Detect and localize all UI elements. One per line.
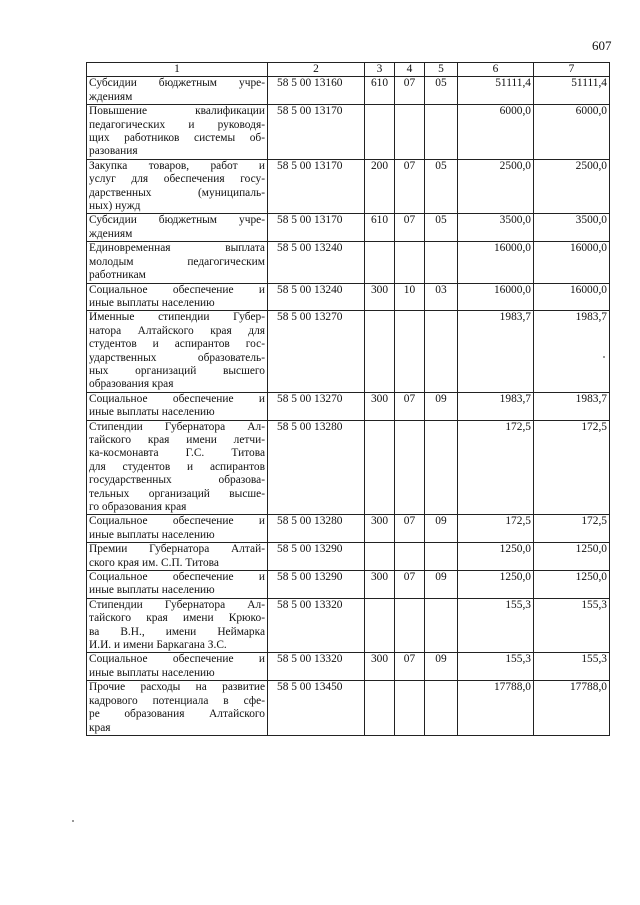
row-col4 [395, 105, 425, 160]
row-col4: 07 [395, 571, 425, 599]
row-code: 58 5 00 13320 [268, 598, 365, 653]
row-description: Субсидии бюджетным учре- ждениям [87, 214, 268, 242]
row-col4 [395, 681, 425, 736]
row-amount-7: 2500,0 [534, 159, 610, 214]
row-amount-7: 1250,0 [534, 571, 610, 599]
row-col5 [425, 543, 458, 571]
row-amount-7: 51111,4 [534, 77, 610, 105]
row-description: Премии Губернатора Алтай- ского края им. С.П. Титова [87, 543, 268, 571]
row-code: 58 5 00 13290 [268, 543, 365, 571]
row-col4 [395, 420, 425, 515]
row-description: Стипендии Губернатора Ал- тайского края имени Крюко- ва В.Н., имени Неймарка И.И. и имени Баркагана З.С. [87, 598, 268, 653]
row-col5: 09 [425, 392, 458, 420]
table-row [87, 598, 610, 653]
table-row [87, 515, 610, 543]
row-col3 [365, 598, 395, 653]
row-col5: 05 [425, 77, 458, 105]
row-col3: 300 [365, 515, 395, 543]
row-col4 [395, 598, 425, 653]
row-col4: 07 [395, 214, 425, 242]
row-amount-7: 155,3 [534, 598, 610, 653]
row-description: Социальное обеспечение и иные выплаты населению [87, 283, 268, 311]
row-amount-6: 51111,4 [458, 77, 534, 105]
row-col5 [425, 311, 458, 392]
table-row [87, 543, 610, 571]
table-row [87, 653, 610, 681]
row-code: 58 5 00 13240 [268, 283, 365, 311]
row-col5: 09 [425, 653, 458, 681]
budget-table [86, 62, 610, 736]
row-amount-7: 16000,0 [534, 283, 610, 311]
row-description: Социальное обеспечение и иные выплаты населению [87, 571, 268, 599]
row-amount-7: 172,5 [534, 515, 610, 543]
row-amount-6: 16000,0 [458, 242, 534, 283]
column-header: 4 [395, 63, 425, 77]
row-amount-6: 1983,7 [458, 392, 534, 420]
row-amount-6: 1983,7 [458, 311, 534, 392]
row-description: Социальное обеспечение и иные выплаты населению [87, 515, 268, 543]
scan-speck [72, 820, 74, 822]
row-col5 [425, 105, 458, 160]
row-col4: 07 [395, 515, 425, 543]
table-row [87, 420, 610, 515]
row-col4 [395, 311, 425, 392]
row-description: Субсидии бюджетным учре- ждениям [87, 77, 268, 105]
row-description: Социальное обеспечение и иные выплаты населению [87, 392, 268, 420]
page-number: 607 [592, 38, 612, 53]
row-col4: 07 [395, 159, 425, 214]
row-amount-6: 3500,0 [458, 214, 534, 242]
row-amount-6: 155,3 [458, 653, 534, 681]
row-code: 58 5 00 13270 [268, 311, 365, 392]
row-col5: 09 [425, 515, 458, 543]
row-col3: 300 [365, 653, 395, 681]
row-col5: 05 [425, 214, 458, 242]
row-amount-7: 172,5 [534, 420, 610, 515]
table-row [87, 242, 610, 283]
row-col3: 610 [365, 214, 395, 242]
row-amount-7: 1983,7 [534, 311, 610, 392]
row-col5 [425, 681, 458, 736]
row-col3 [365, 681, 395, 736]
row-code: 58 5 00 13320 [268, 653, 365, 681]
column-header: 7 [534, 63, 610, 77]
row-col3 [365, 311, 395, 392]
row-code: 58 5 00 13170 [268, 159, 365, 214]
row-col3 [365, 105, 395, 160]
table-row [87, 283, 610, 311]
row-code: 58 5 00 13270 [268, 392, 365, 420]
row-description: Прочие расходы на развитие кадрового потенциала в сфе- ре образования Алтайского края [87, 681, 268, 736]
row-amount-6: 17788,0 [458, 681, 534, 736]
row-code: 58 5 00 13170 [268, 214, 365, 242]
column-header: 1 [87, 63, 268, 77]
row-col4: 07 [395, 392, 425, 420]
row-col4: 10 [395, 283, 425, 311]
column-header: 3 [365, 63, 395, 77]
row-col4 [395, 242, 425, 283]
row-col5: 03 [425, 283, 458, 311]
table-row [87, 77, 610, 105]
row-col3: 300 [365, 283, 395, 311]
row-amount-7: 16000,0 [534, 242, 610, 283]
table-row [87, 159, 610, 214]
row-amount-7: 1983,7 [534, 392, 610, 420]
row-col5 [425, 242, 458, 283]
row-col3: 300 [365, 571, 395, 599]
row-col4: 07 [395, 653, 425, 681]
row-code: 58 5 00 13170 [268, 105, 365, 160]
row-code: 58 5 00 13280 [268, 515, 365, 543]
row-col5: 09 [425, 571, 458, 599]
row-amount-6: 16000,0 [458, 283, 534, 311]
row-col5: 05 [425, 159, 458, 214]
row-description: Стипендии Губернатора Ал- тайского края имени летчи- ка-космонавта Г.С. Титова для студентов и аспирантов государственных образова- тельных организаций высше- го образования края [87, 420, 268, 515]
table-body [87, 63, 610, 736]
row-description: Повышение квалификации педагогических и руководя- щих работников системы об- разования [87, 105, 268, 160]
row-code: 58 5 00 13290 [268, 571, 365, 599]
row-description: Именные стипендии Губер- натора Алтайского края для студентов и аспирантов гос- ударственных образователь- ных организаций высшего образования края [87, 311, 268, 392]
table-row [87, 681, 610, 736]
table-row [87, 571, 610, 599]
row-col5 [425, 420, 458, 515]
row-col3 [365, 242, 395, 283]
column-header: 5 [425, 63, 458, 77]
row-amount-6: 172,5 [458, 420, 534, 515]
row-amount-6: 172,5 [458, 515, 534, 543]
row-description: Закупка товаров, работ и услуг для обеспечения госу- дарственных (муниципаль- ных) нужд [87, 159, 268, 214]
column-header: 2 [268, 63, 365, 77]
row-col3: 300 [365, 392, 395, 420]
row-amount-6: 2500,0 [458, 159, 534, 214]
row-amount-7: 6000,0 [534, 105, 610, 160]
row-col4: 07 [395, 77, 425, 105]
row-code: 58 5 00 13280 [268, 420, 365, 515]
row-amount-6: 155,3 [458, 598, 534, 653]
row-col4 [395, 543, 425, 571]
row-description: Единовременная выплата молодым педагогическим работникам [87, 242, 268, 283]
row-amount-7: 1250,0 [534, 543, 610, 571]
row-amount-6: 1250,0 [458, 543, 534, 571]
row-code: 58 5 00 13160 [268, 77, 365, 105]
row-amount-7: 17788,0 [534, 681, 610, 736]
row-code: 58 5 00 13450 [268, 681, 365, 736]
row-col3 [365, 543, 395, 571]
table-row [87, 214, 610, 242]
row-amount-6: 6000,0 [458, 105, 534, 160]
row-col3: 610 [365, 77, 395, 105]
row-description: Социальное обеспечение и иные выплаты населению [87, 653, 268, 681]
row-amount-7: 155,3 [534, 653, 610, 681]
row-col3: 200 [365, 159, 395, 214]
scan-speck [603, 356, 605, 358]
table-header-row [87, 63, 610, 77]
table-row [87, 105, 610, 160]
column-header: 6 [458, 63, 534, 77]
row-col3 [365, 420, 395, 515]
row-amount-6: 1250,0 [458, 571, 534, 599]
row-amount-7: 3500,0 [534, 214, 610, 242]
table-row [87, 392, 610, 420]
table-row [87, 311, 610, 392]
row-code: 58 5 00 13240 [268, 242, 365, 283]
row-col5 [425, 598, 458, 653]
